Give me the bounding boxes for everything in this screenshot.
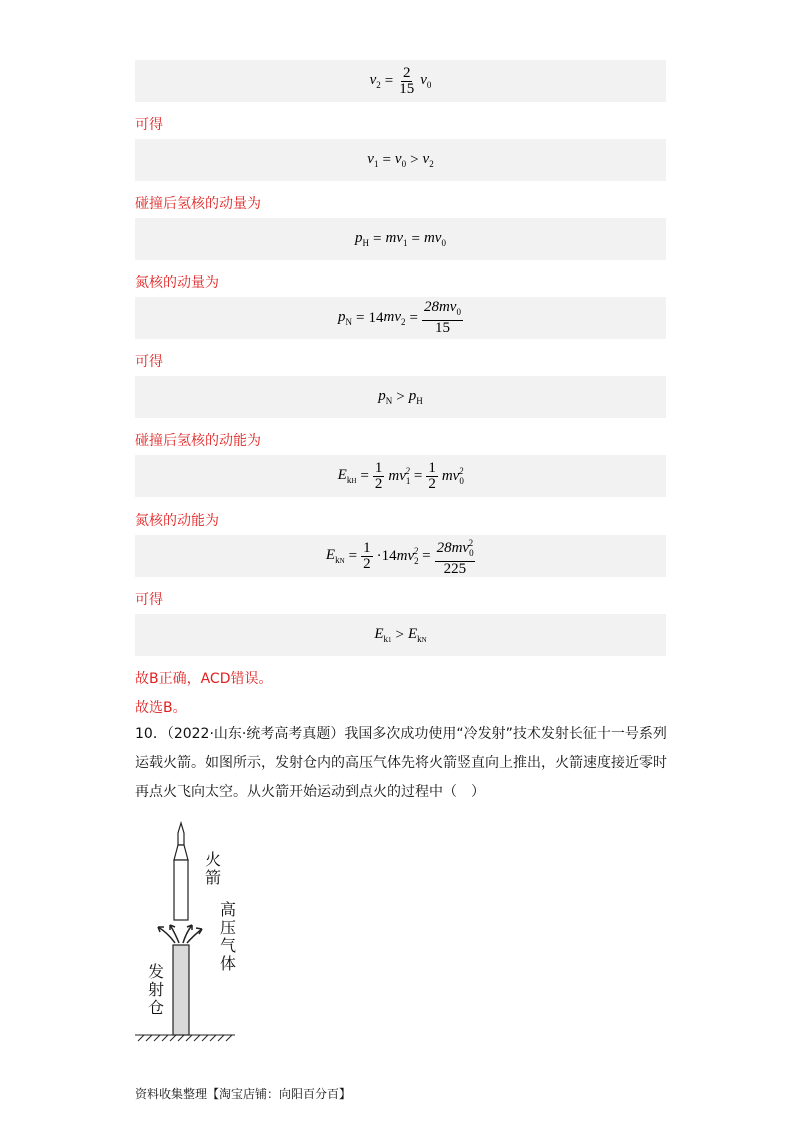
conclusion-text: 故B正确，ACD错误。 xyxy=(135,671,273,687)
equation-box-compare-p xyxy=(135,376,666,418)
label-kede-3: 可得 xyxy=(135,592,163,608)
gas-label-4: 体 xyxy=(220,954,237,973)
equation-box-compare-ek xyxy=(135,614,666,656)
equation: $E_{kH}$ = $\frac{1}{2}$ $mv_1^2$ = $\frac{1}{2}$ $mv_0^2$ xyxy=(337,459,464,492)
label-kede-2: 可得 xyxy=(135,354,163,370)
rocket-shape xyxy=(174,823,188,920)
choice-text: 故选B。 xyxy=(135,700,187,716)
equation-box-v2 xyxy=(135,60,666,102)
gas-label-3: 气 xyxy=(220,936,237,955)
silo-label-3: 仓 xyxy=(148,998,165,1017)
footer-text: 资料收集整理【淘宝店铺：向阳百分百】 xyxy=(135,1087,352,1101)
equation-box-pn xyxy=(135,297,666,339)
equation: $p_H$ = $mv_1$ = $mv_0$ xyxy=(355,230,446,248)
equation-box-ekn xyxy=(135,535,666,577)
gas-arrows xyxy=(158,925,202,943)
rocket-label-1: 火 xyxy=(205,850,222,869)
gas-label-1: 高 xyxy=(220,900,237,919)
equation: $p_N$ > $p_H$ xyxy=(378,388,423,406)
label-n-momentum: 氮核的动量为 xyxy=(135,275,219,291)
ground xyxy=(135,1035,235,1041)
equation: $E_{k1}$ > $E_{kN}$ xyxy=(374,626,427,644)
gas-label-2: 压 xyxy=(220,918,237,937)
equation: $v_1$ = $v_0$ > $v_2$ xyxy=(367,151,434,169)
label-kede-1: 可得 xyxy=(135,117,163,133)
launch-silo xyxy=(173,945,189,1035)
equation: $p_N$ = 14 $mv_2$ = $\frac{28mv_0}{15}$ xyxy=(338,299,461,336)
label-h-energy: 碰撞后氢核的动能为 xyxy=(135,433,261,449)
rocket-label-2: 箭 xyxy=(205,868,222,887)
equation: $E_{kN}$ = $\frac{1}{2}$ ·14 $mv_2^2$ = $\frac{28mv_0^2}{225}$ xyxy=(325,537,474,577)
equation-box-ekh xyxy=(135,455,666,497)
silo-label-1: 发 xyxy=(148,962,165,981)
label-h-momentum: 碰撞后氢核的动量为 xyxy=(135,196,261,212)
question-10-text: 10．（2022·山东·统考高考真题）我国多次成功使用“冷发射”技术发射长征十一号系列运载火箭。如图所示，发射仓内的高压气体先将火箭竖直向上推出，火箭速度接近零时再点火飞向太空。从火箭开始运动到点火的过程中（ ） xyxy=(135,726,667,800)
label-n-energy: 氮核的动能为 xyxy=(135,513,219,529)
rocket-launch-diagram xyxy=(130,815,280,1045)
silo-label-2: 射 xyxy=(148,980,165,999)
equation: $v_2$ = $\frac{2}{15}$ $v_0$ xyxy=(369,64,432,97)
equation-box-ph xyxy=(135,218,666,260)
equation-box-v1 xyxy=(135,139,666,181)
